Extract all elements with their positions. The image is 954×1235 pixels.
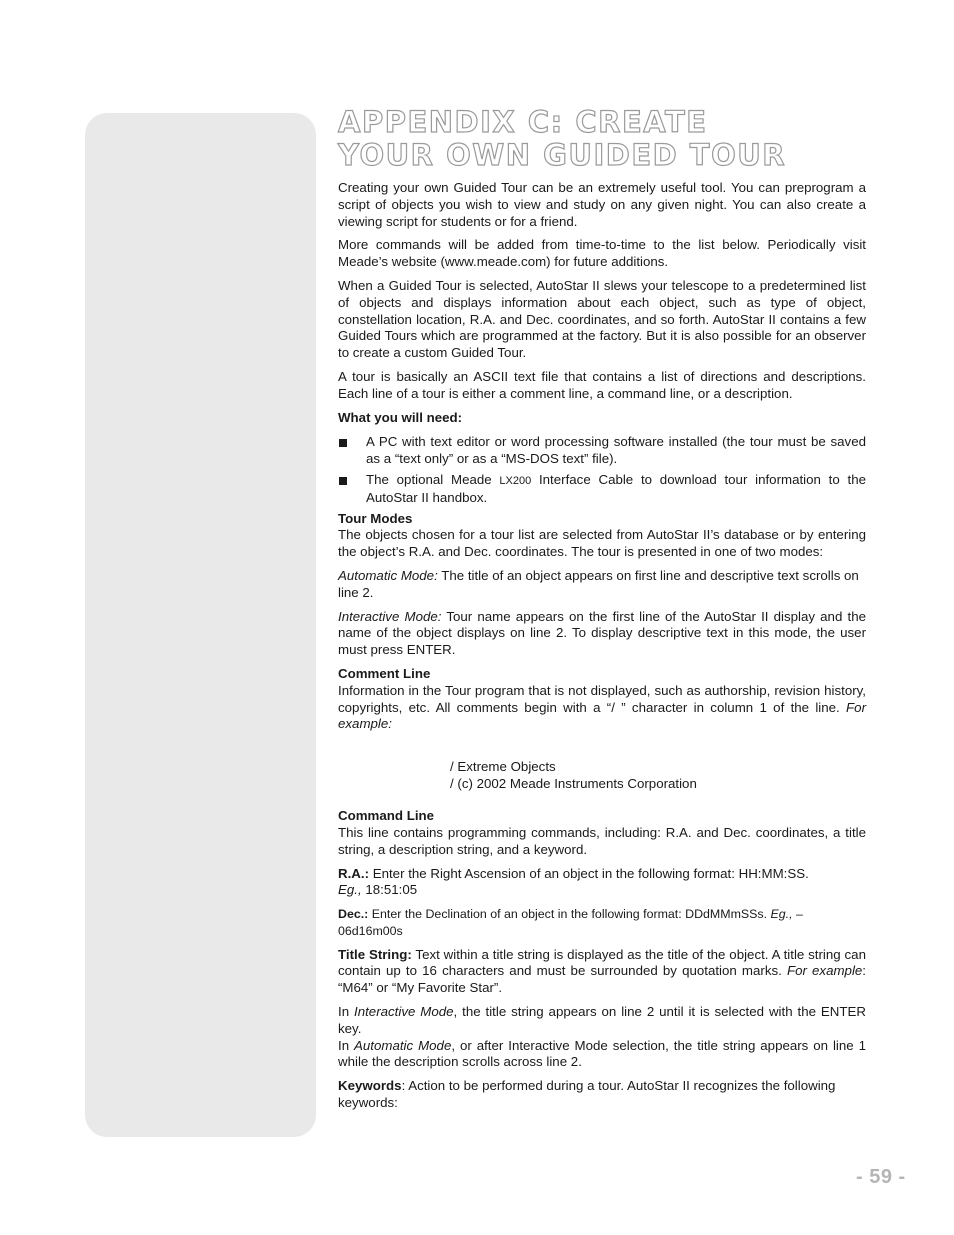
keywords-text: : Action to be performed during a tour. AutoStar II recognizes the following keywords:	[338, 1078, 836, 1111]
automatic-note-pre: In	[338, 1037, 355, 1053]
interactive-mode-text: Tour name appears on the first line of the AutoStar II display and the name of the object displays on line 2. To display descriptive text in this mode, the user must press ENTER.	[338, 608, 866, 658]
ra-text: Enter the Right Ascension of an object in the following format: HH:MM:SS.	[369, 865, 809, 881]
need-item-1-text: A PC with text editor or word processing software installed (the tour must be saved as a “text only” or as a “MS-DOS text” file).	[366, 434, 866, 467]
need-item-2-post: Interface Cable to download tour information to the AutoStar II handbox.	[366, 471, 866, 505]
title-string-paragraph	[338, 947, 866, 997]
page-title-line-1: APPENDIX C: CREATE	[338, 105, 708, 139]
intro-paragraph-1: Creating your own Guided Tour can be an extremely useful tool. You can preprogram a script of objects you wish to view and study on any given night. You can also create a viewing script for students or for a friend.	[338, 180, 866, 229]
automatic-note-text: , or after Interactive Mode selection, the title string appears on line 1 while the description scrolls across line 2.	[338, 1037, 866, 1070]
automatic-mode-paragraph	[338, 568, 866, 602]
title-string-text: Text within a title string is displayed as the title of the object. A title string can contain up to 16 characters and must be surrounded by quotation marks.	[338, 946, 866, 979]
interactive-note-mode: Interactive Mode	[354, 1004, 454, 1020]
comment-example-line-2: / (c) 2002 Meade Instruments Corporation	[450, 776, 697, 792]
keywords-label: Keywords	[338, 1078, 402, 1094]
comment-example-line-1: / Extreme Objects	[450, 759, 556, 775]
command-line-heading: Command Line	[338, 808, 435, 824]
dec-eg: Eg.,	[770, 907, 793, 922]
tour-modes-heading: Tour Modes	[338, 510, 413, 526]
comment-line-heading: Comment Line	[338, 665, 431, 681]
automatic-note-mode: Automatic Mode	[354, 1037, 452, 1053]
page-title-line-2: YOUR OWN GUIDED TOUR	[338, 138, 787, 172]
title-string-eg: For example	[786, 963, 863, 979]
intro-paragraph-4: A tour is basically an ASCII text file that contains a list of directions and descriptions. Each line of a tour is either a comment line, a command line, or a description.	[338, 368, 866, 401]
dec-value: –06d16m00s	[338, 907, 803, 938]
list-item	[338, 434, 866, 468]
ra-eg: Eg.,	[338, 882, 362, 898]
intro-paragraph-2: More commands will be added from time-to-time to the list below. Periodically visit Meade’s website (www.meade.com) for future additions.	[338, 237, 866, 270]
page-number: - 59 -	[856, 1166, 906, 1188]
tour-modes-section	[338, 511, 866, 561]
intro-paragraph-3: When a Guided Tour is selected, AutoStar II slews your telescope to a predetermined list of objects and displays information about each object, such as type of object, constellation location, R.A. and Dec. coordinates, and so forth. AutoStar II contains a few Guided Tours which are programmed at the factory. But it is also possible for an observer to create a custom Guided Tour.	[338, 277, 866, 361]
dec-text: Enter the Declination of an object in the following format: DDdMMmSSs.	[368, 907, 771, 922]
interactive-note	[338, 1004, 866, 1038]
command-line-section	[338, 808, 866, 858]
comment-line-section	[338, 666, 866, 733]
bullet-square-icon	[339, 439, 347, 447]
need-item-2-model: LX200	[499, 474, 532, 487]
comment-example-block	[338, 758, 866, 792]
interactive-mode-label: Interactive Mode:	[338, 608, 442, 624]
automatic-mode-text: The title of an object appears on first line and descriptive text scrolls on line 2.	[338, 567, 859, 600]
tour-modes-text: The objects chosen for a tour list are selected from AutoStar II’s database or by entering the object’s R.A. and Dec. coordinates. The tour is presented in one of two modes:	[338, 527, 866, 560]
ra-label: R.A.:	[338, 865, 370, 881]
comment-line-text	[338, 683, 866, 733]
interactive-mode-paragraph	[338, 609, 866, 659]
dec-paragraph	[338, 906, 866, 940]
comment-line-body: Information in the Tour program that is not displayed, such as authorship, revision history, copyrights, etc. All comments begin with a “/ ” character in column 1 of the line.	[338, 682, 866, 715]
bullet-square-icon	[339, 477, 347, 485]
list-item	[338, 472, 866, 507]
automatic-mode-label: Automatic Mode:	[338, 567, 438, 583]
comment-line-for-example: For example:	[338, 699, 866, 732]
page-title	[338, 106, 866, 172]
interactive-note-pre: In	[338, 1004, 355, 1020]
keywords-paragraph	[338, 1078, 866, 1112]
mode-notes	[338, 1004, 866, 1071]
title-string-value: : “M64” or “My Favorite Star”.	[338, 963, 866, 996]
ra-paragraph	[338, 866, 866, 900]
need-item-2-pre: The optional Meade	[366, 471, 500, 487]
sidebar-panel	[85, 113, 316, 1137]
dec-label: Dec.:	[338, 907, 369, 922]
page-content	[338, 106, 866, 1119]
automatic-note	[338, 1038, 866, 1072]
need-list	[338, 434, 866, 506]
need-heading: What you will need:	[338, 409, 463, 425]
title-string-label: Title String:	[338, 946, 412, 962]
ra-value: 18:51:05	[361, 882, 418, 898]
interactive-note-text: , the title string appears on line 2 until it is selected with the ENTER key.	[338, 1004, 866, 1036]
command-line-text: This line contains programming commands, including: R.A. and Dec. coordinates, a title string, a description string, and a keyword.	[338, 824, 866, 857]
